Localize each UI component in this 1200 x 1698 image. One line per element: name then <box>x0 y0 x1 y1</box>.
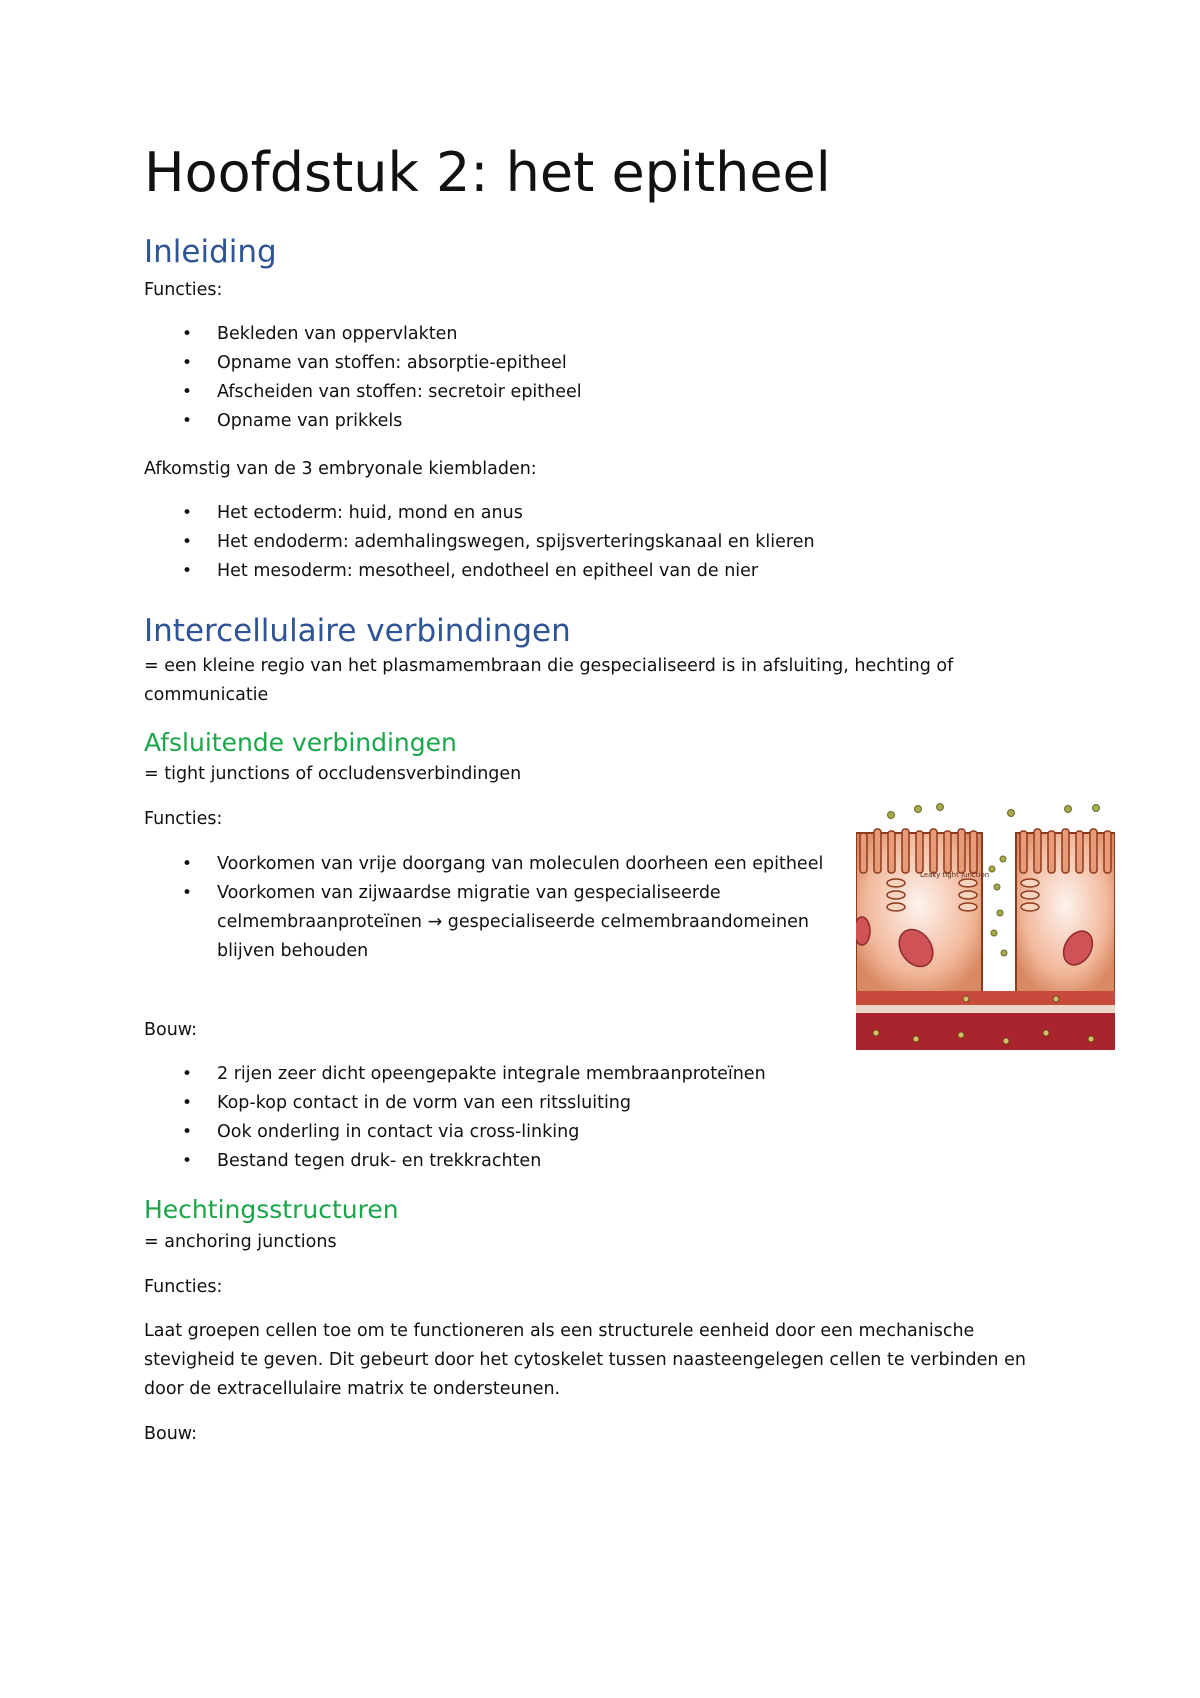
bullet-icon: • <box>182 503 193 523</box>
label-functies-inleiding: Functies: <box>144 280 223 300</box>
bullet-icon: • <box>182 353 193 373</box>
bullet-icon: • <box>182 1151 193 1171</box>
label-functies-hechting: Functies: <box>144 1277 223 1297</box>
bullet-icon: • <box>182 883 193 903</box>
list-functies-inleiding <box>144 320 582 436</box>
bullet-icon: • <box>182 1122 193 1142</box>
list-item: • Bestand tegen druk- en trekkrachten <box>144 1147 766 1176</box>
list-bouw-afsluitende <box>144 1060 766 1176</box>
list-item: • Bekleden van oppervlakten <box>144 320 582 349</box>
definition-intercellulaire: = een kleine regio van het plasmamembraan die gespecialiseerd is in afsluiting, hechting of communicatie <box>144 656 954 705</box>
bullet-icon: • <box>182 561 193 581</box>
list-item: • Het endoderm: ademhalingswegen, spijsverteringskanaal en klieren <box>144 528 815 557</box>
bullet-icon: • <box>182 854 193 874</box>
list-item: • 2 rijen zeer dicht opeengepakte integrale membraanproteïnen <box>144 1060 766 1089</box>
tight-junction-illustration <box>856 803 1115 1050</box>
figure-label: Leaky tight junction <box>920 871 990 879</box>
list-item: • Voorkomen van vrije doorgang van moleculen doorheen een epitheel <box>144 850 844 879</box>
list-item: • Opname van stoffen: absorptie-epitheel <box>144 349 582 378</box>
label-functies-afsluitende: Functies: <box>144 809 223 829</box>
list-kiembladen <box>144 499 815 586</box>
list-item: • Het mesoderm: mesotheel, endotheel en epitheel van de nier <box>144 557 815 586</box>
list-item: • Het ectoderm: huid, mond en anus <box>144 499 815 528</box>
list-item: • Kop-kop contact in de vorm van een ritssluiting <box>144 1089 766 1118</box>
heading-hechting: Hechtingsstructuren <box>144 1195 399 1224</box>
heading-inleiding: Inleiding <box>144 234 277 270</box>
list-item: • Opname van prikkels <box>144 407 582 436</box>
list-item: • Afscheiden van stoffen: secretoir epitheel <box>144 378 582 407</box>
label-bouw-hechting: Bouw: <box>144 1424 198 1444</box>
heading-afsluitende: Afsluitende verbindingen <box>144 728 457 757</box>
bullet-icon: • <box>182 1093 193 1113</box>
definition-hechting: = anchoring junctions <box>144 1232 337 1252</box>
bullet-icon: • <box>182 411 193 431</box>
bullet-icon: • <box>182 532 193 552</box>
list-item: • Ook onderling in contact via cross-linking <box>144 1118 766 1147</box>
heading-intercellulaire: Intercellulaire verbindingen <box>144 613 571 649</box>
list-item: • Voorkomen van zijwaardse migratie van gespecialiseerde celmembraanproteïnen → gespecialiseerde celmembraandomeinen blijven behouden <box>144 879 844 966</box>
definition-afsluitende: = tight junctions of occludensverbindingen <box>144 764 522 784</box>
bullet-icon: • <box>182 382 193 402</box>
list-functies-afsluitende <box>144 850 844 966</box>
paragraph-functies-hechting: Laat groepen cellen toe om te functioneren als een structurele eenheid door een mechanische stevigheid te geven. Dit gebeurt door het cytoskelet tussen naasteengelegen cellen te verbinden en door de extracellulaire matrix te ondersteunen. <box>144 1321 1026 1399</box>
label-afkomstig: Afkomstig van de 3 embryonale kiembladen: <box>144 459 537 479</box>
label-bouw-afsluitende: Bouw: <box>144 1020 198 1040</box>
page-title: Hoofdstuk 2: het epitheel <box>144 141 831 204</box>
bullet-icon: • <box>182 1064 193 1084</box>
bullet-icon: • <box>182 324 193 344</box>
